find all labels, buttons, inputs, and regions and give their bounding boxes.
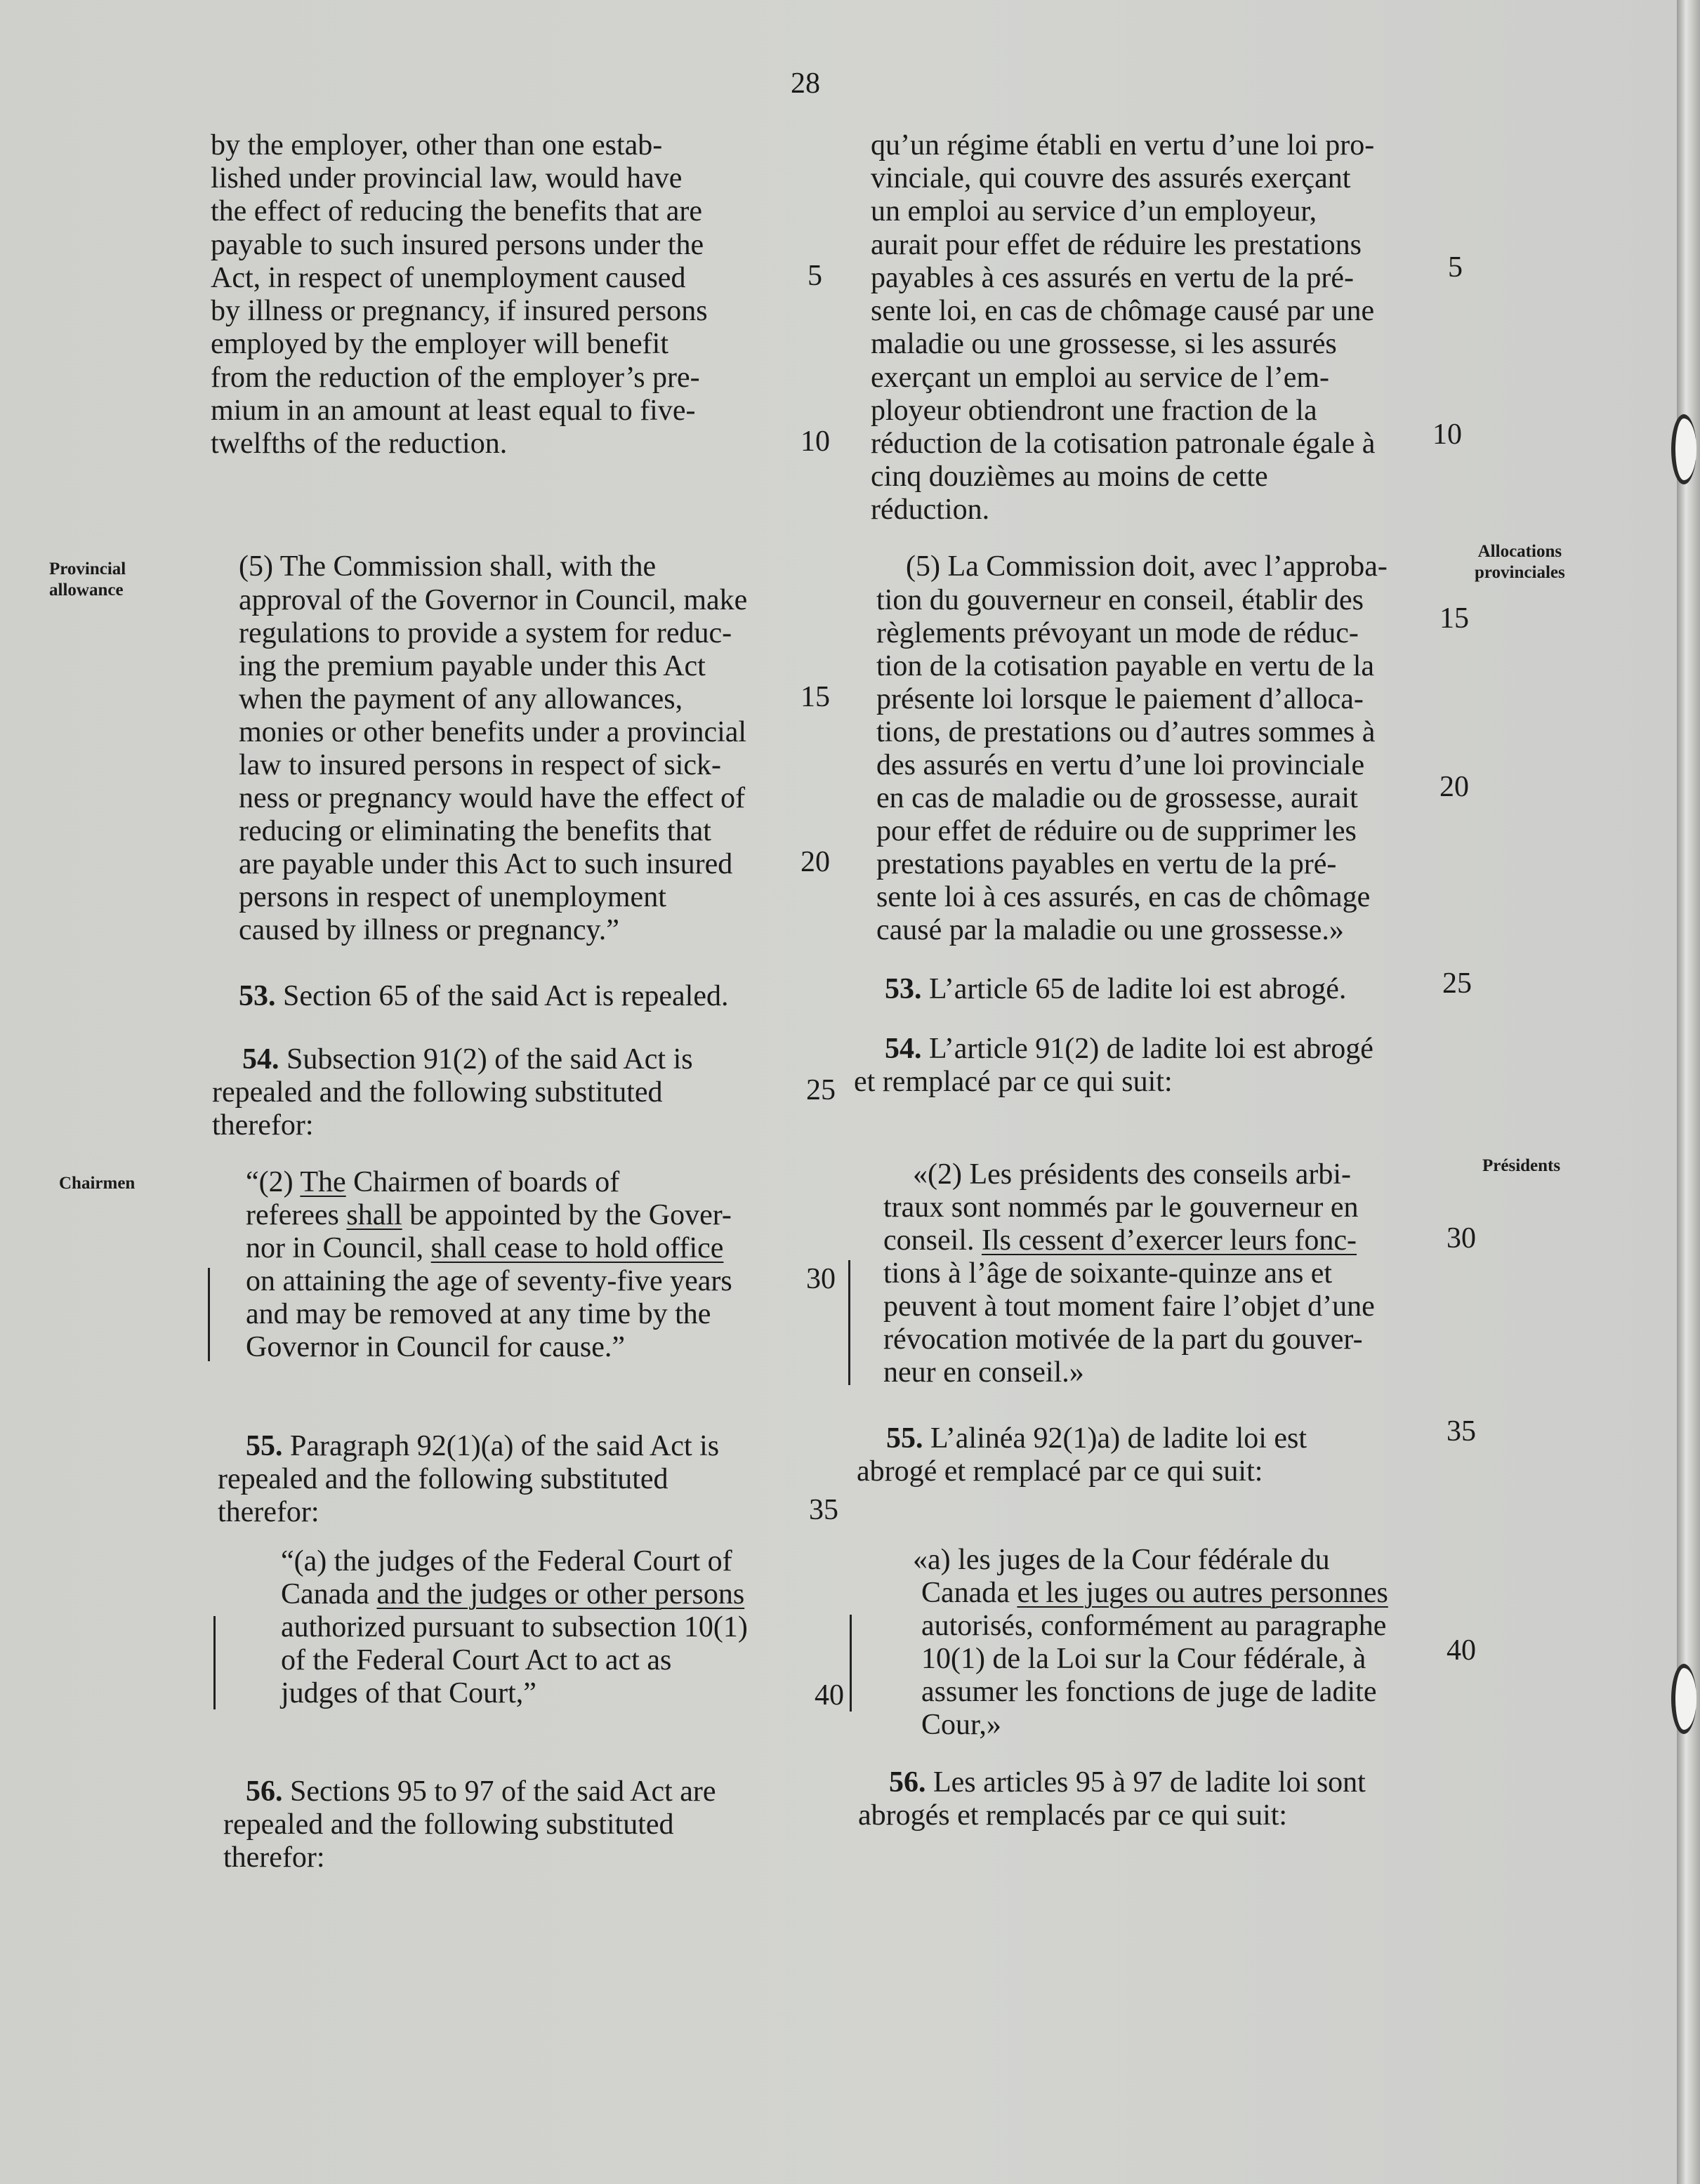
amended-text: shall cease to hold office xyxy=(430,1232,724,1264)
text-line: payable to such insured persons under the xyxy=(211,229,704,261)
text-line: tions à l’âge de soixante-quinze ans et xyxy=(883,1257,1333,1290)
text-line: (5) La Commission doit, avec l’approba- xyxy=(906,550,1388,583)
text-line: on attaining the age of seventy-five years xyxy=(246,1265,732,1297)
text-line: maladie ou une grossesse, si les assurés xyxy=(871,328,1337,360)
amendment-bar xyxy=(213,1616,216,1709)
binder-hole xyxy=(1671,1664,1696,1734)
text-line: autorisés, conformément au paragraphe xyxy=(921,1610,1387,1642)
text-line: and may be removed at any time by the xyxy=(246,1298,711,1330)
text-line: Canada et les juges ou autres personnes xyxy=(921,1577,1388,1609)
line-number: 5 xyxy=(808,260,822,292)
text-line: monies or other benefits under a provincial xyxy=(239,716,747,748)
text-line: Cour,» xyxy=(921,1709,1001,1741)
text-line: Canada and the judges or other persons xyxy=(281,1578,745,1610)
text-line: “(a) the judges of the Federal Court of xyxy=(281,1545,732,1577)
line-number: 10 xyxy=(1432,418,1462,451)
line-number: 35 xyxy=(1447,1415,1476,1448)
text-line: et remplacé par ce qui suit: xyxy=(854,1066,1173,1098)
section-55-en: 55. Paragraph 92(1)(a) of the said Act is xyxy=(246,1430,720,1462)
text-line: ing the premium payable under this Act xyxy=(239,650,706,682)
text-line: sente loi à ces assurés, en cas de chômage xyxy=(876,881,1371,913)
line-number: 35 xyxy=(809,1494,838,1526)
text-line: cinq douzièmes au moins de cette xyxy=(871,461,1268,493)
text-line: authorized pursuant to subsection 10(1) xyxy=(281,1611,748,1643)
text-line: Governor in Council for cause.” xyxy=(246,1331,625,1363)
page-number: 28 xyxy=(791,67,820,100)
amended-text: et les juges ou autres personnes xyxy=(1017,1577,1388,1609)
text-line: en cas de maladie ou de grossesse, aurait xyxy=(876,782,1358,814)
text-line: «(2) Les présidents des conseils arbi- xyxy=(913,1158,1351,1191)
text-line: vinciale, qui couvre des assurés exerçant xyxy=(871,162,1351,194)
text-line: (5) The Commission shall, with the xyxy=(239,550,657,583)
text-line: abrogé et remplacé par ce qui suit: xyxy=(857,1455,1263,1488)
text-line: réduction de la cotisation patronale égale à xyxy=(871,428,1376,460)
amended-text: Ils cessent d’exercer leurs fonc- xyxy=(981,1224,1357,1257)
section-56-fr: 56. Les articles 95 à 97 de ladite loi sont xyxy=(889,1766,1366,1799)
text-line: peuvent à tout moment faire l’objet d’une xyxy=(883,1290,1375,1323)
binder-hole xyxy=(1671,414,1696,484)
text-line: the effect of reducing the benefits that are xyxy=(211,195,703,227)
text-line: therefor: xyxy=(212,1109,314,1141)
text-line: repealed and the following substituted xyxy=(218,1463,668,1495)
text-line: mium in an amount at least equal to five- xyxy=(211,395,696,427)
margin-note-allocations-provinciales: Allocations provinciales xyxy=(1475,542,1565,582)
text-line: un emploi au service d’un employeur, xyxy=(871,195,1317,227)
line-number: 30 xyxy=(806,1263,836,1295)
text-line: law to insured persons in respect of sick- xyxy=(239,749,721,781)
text-line: reducing or eliminating the benefits that xyxy=(239,815,711,847)
text-line: «a) les juges de la Cour fédérale du xyxy=(913,1544,1330,1576)
text-line: repealed and the following substituted xyxy=(212,1076,663,1108)
margin-note-presidents: Présidents xyxy=(1482,1156,1561,1175)
line-number: 40 xyxy=(815,1679,844,1712)
text-line: twelfths of the reduction. xyxy=(211,428,508,460)
section-53-en: 53. Section 65 of the said Act is repealed. xyxy=(239,980,729,1012)
margin-note-chairmen: Chairmen xyxy=(59,1174,136,1193)
amended-text: and the judges or other persons xyxy=(376,1578,745,1610)
text-line: by illness or pregnancy, if insured persons xyxy=(211,295,708,327)
section-55-fr: 55. L’alinéa 92(1)a) de ladite loi est xyxy=(886,1422,1307,1455)
line-number: 15 xyxy=(800,681,830,713)
text-line: therefor: xyxy=(223,1841,325,1874)
text-line: règlements prévoyant un mode de réduc- xyxy=(876,617,1359,649)
line-number: 25 xyxy=(806,1074,836,1106)
section-54-en: 54. Subsection 91(2) of the said Act is xyxy=(242,1043,693,1076)
text-line: from the reduction of the employer’s pre- xyxy=(211,362,700,394)
text-line: ployeur obtiendront une fraction de la xyxy=(871,395,1317,427)
text-line: causé par la maladie ou une grossesse.» xyxy=(876,914,1344,946)
text-line: neur en conseil.» xyxy=(883,1356,1084,1389)
amended-text: The xyxy=(300,1166,346,1198)
line-number: 20 xyxy=(800,846,830,878)
text-line: aurait pour effet de réduire les prestations xyxy=(871,229,1362,261)
line-number: 20 xyxy=(1439,771,1469,803)
section-56-en: 56. Sections 95 to 97 of the said Act are xyxy=(246,1775,716,1808)
text-line: réduction. xyxy=(871,494,990,526)
text-line: pour effet de réduire ou de supprimer les xyxy=(876,815,1357,847)
line-number: 5 xyxy=(1448,251,1463,284)
text-line: assumer les fonctions de juge de ladite xyxy=(921,1676,1377,1708)
line-number: 15 xyxy=(1439,602,1469,635)
text-line: referees shall be appointed by the Gover- xyxy=(246,1199,732,1231)
margin-note-provincial-allowance: Provincial allowance xyxy=(49,560,126,600)
text-line: traux sont nommés par le gouverneur en xyxy=(883,1191,1359,1224)
text-line: prestations payables en vertu de la pré- xyxy=(876,848,1337,880)
text-line: Act, in respect of unemployment caused xyxy=(211,262,686,294)
line-number: 25 xyxy=(1442,967,1472,1000)
text-line: payables à ces assurés en vertu de la pré- xyxy=(871,262,1355,294)
text-line: des assurés en vertu d’une loi provinciale xyxy=(876,749,1365,781)
line-number: 10 xyxy=(800,425,830,458)
text-line: by the employer, other than one estab- xyxy=(211,129,663,161)
text-line: exerçant un emploi au service de l’em- xyxy=(871,362,1330,394)
text-line: tions, de prestations ou d’autres sommes à xyxy=(876,716,1376,748)
text-line: abrogés et remplacés par ce qui suit: xyxy=(858,1799,1288,1832)
text-line: judges of that Court,” xyxy=(281,1677,536,1709)
text-line: tion du gouverneur en conseil, établir des xyxy=(876,584,1364,616)
line-number: 40 xyxy=(1447,1634,1476,1667)
amended-text: shall xyxy=(346,1199,402,1231)
text-line: repealed and the following substituted xyxy=(223,1808,674,1841)
amendment-bar xyxy=(850,1615,852,1712)
text-line: sente loi, en cas de chômage causé par une xyxy=(871,295,1375,327)
text-line: of the Federal Court Act to act as xyxy=(281,1644,672,1676)
page-edge xyxy=(1677,0,1700,2184)
section-53-fr: 53. L’article 65 de ladite loi est abrogé. xyxy=(885,973,1347,1005)
text-line: when the payment of any allowances, xyxy=(239,683,683,715)
amendment-bar xyxy=(208,1268,210,1361)
text-line: présente loi lorsque le paiement d’alloca- xyxy=(876,683,1364,715)
text-line: employed by the employer will benefit xyxy=(211,328,668,360)
text-line: qu’un régime établi en vertu d’une loi pro- xyxy=(871,129,1375,161)
text-line: “(2) The Chairmen of boards of xyxy=(246,1166,620,1198)
text-line: caused by illness or pregnancy.” xyxy=(239,914,619,946)
text-line: révocation motivée de la part du gouver- xyxy=(883,1323,1363,1356)
text-line: persons in respect of unemployment xyxy=(239,881,666,913)
text-line: therefor: xyxy=(218,1496,319,1528)
text-line: ness or pregnancy would have the effect of xyxy=(239,782,746,814)
amendment-bar xyxy=(848,1260,850,1385)
line-number: 30 xyxy=(1447,1222,1476,1255)
text-line: lished under provincial law, would have xyxy=(211,162,683,194)
text-line: conseil. Ils cessent d’exercer leurs fonc- xyxy=(883,1224,1357,1257)
text-line: tion de la cotisation payable en vertu de la xyxy=(876,650,1375,682)
text-line: are payable under this Act to such insured xyxy=(239,848,733,880)
section-54-fr: 54. L’article 91(2) de ladite loi est abrogé xyxy=(885,1033,1373,1065)
text-line: regulations to provide a system for reduc- xyxy=(239,617,732,649)
text-line: approval of the Governor in Council, make xyxy=(239,584,748,616)
text-line: 10(1) de la Loi sur la Cour fédérale, à xyxy=(921,1643,1366,1675)
text-line: nor in Council, shall cease to hold office xyxy=(246,1232,724,1264)
